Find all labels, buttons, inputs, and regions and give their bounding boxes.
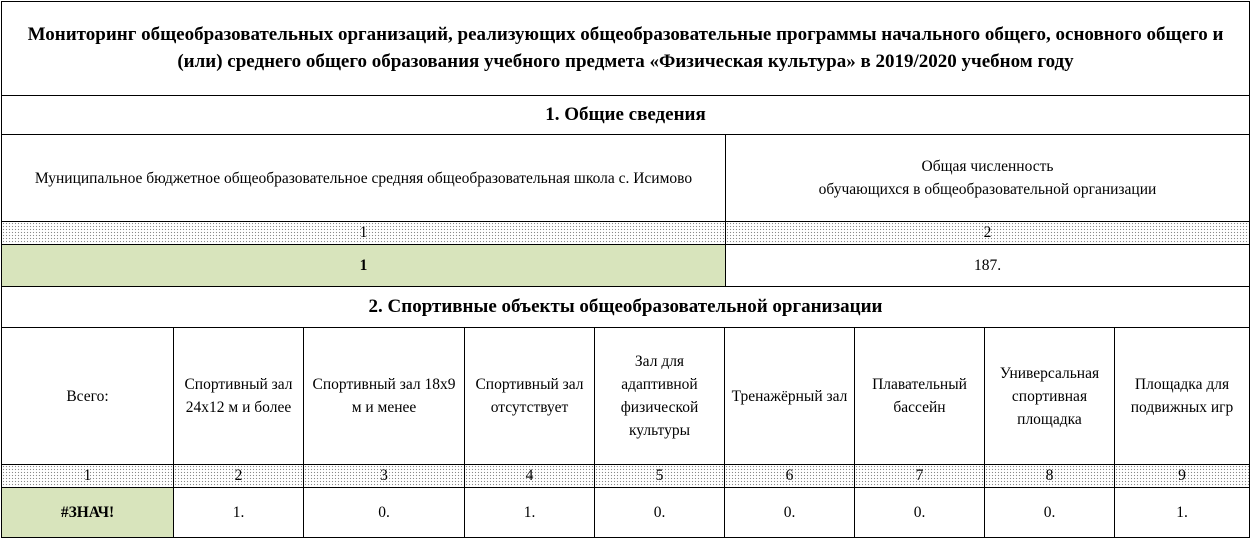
grid-line bbox=[464, 327, 465, 538]
s2-colnum-3 bbox=[304, 465, 464, 487]
grid-line bbox=[1, 464, 1250, 465]
grid-line bbox=[1114, 327, 1115, 538]
s2-header-playground bbox=[1115, 328, 1249, 464]
grid-line bbox=[1, 1, 2, 538]
grid-line bbox=[1, 487, 1250, 488]
s2-header-fitness-room bbox=[725, 328, 854, 464]
colnum-text: 6 bbox=[785, 467, 794, 484]
s2-value-fitness-room[interactable] bbox=[725, 488, 854, 537]
header-text: Зал для адаптивной физической культуры bbox=[620, 353, 699, 439]
s2-header-gym-large bbox=[174, 328, 303, 464]
total-students-line1: Общая численность bbox=[921, 158, 1054, 175]
grid-line bbox=[1249, 1, 1250, 538]
s2-header-universal-ground bbox=[985, 328, 1114, 464]
s2-value-gym-large[interactable] bbox=[174, 488, 303, 537]
section1-school-name bbox=[2, 135, 725, 221]
grid-line bbox=[1, 221, 1250, 222]
value-text: 1. bbox=[232, 503, 245, 521]
s2-header-gym-absent bbox=[465, 328, 594, 464]
s2-colnum-7 bbox=[855, 465, 984, 487]
section2-heading bbox=[2, 287, 1249, 327]
colnum-text: 4 bbox=[525, 467, 534, 484]
s2-value-playground[interactable] bbox=[1115, 488, 1249, 537]
section1-heading bbox=[2, 96, 1249, 134]
s2-colnum-2 bbox=[174, 465, 303, 487]
header-text: Плавательный бассейн bbox=[872, 376, 967, 416]
header-text: Всего: bbox=[66, 387, 109, 405]
section1-value-2[interactable] bbox=[726, 245, 1249, 286]
s2-value-universal-ground[interactable] bbox=[985, 488, 1114, 537]
s2-value-swimming-pool[interactable] bbox=[855, 488, 984, 537]
report-title-text: Мониторинг общеобразовательных организаций, реализующих общеобразовательные программы начального общего, основного общего и (или) среднего общего образования учебного предмета «Физическая культура» в 2019/2020 учебном году bbox=[27, 24, 1224, 72]
value-text: 1 bbox=[359, 256, 368, 274]
grid-line bbox=[984, 327, 985, 538]
s2-colnum-1 bbox=[2, 465, 173, 487]
section2-heading-text: 2. Спортивные объекты общеобразовательной организации bbox=[368, 296, 883, 317]
grid-line bbox=[1, 286, 1250, 287]
grid-line bbox=[1, 537, 1250, 538]
value-text: 0. bbox=[913, 503, 926, 521]
section1-heading-text: 1. Общие сведения bbox=[545, 104, 706, 125]
colnum-text: 8 bbox=[1045, 467, 1054, 484]
grid-line bbox=[1, 327, 1250, 328]
value-text: 1. bbox=[523, 503, 536, 521]
s2-colnum-8 bbox=[985, 465, 1114, 487]
grid-line bbox=[303, 327, 304, 538]
header-text: Площадка для подвижных игр bbox=[1130, 376, 1234, 416]
grid-line bbox=[1, 95, 1250, 96]
s2-header-gym-small bbox=[304, 328, 464, 464]
s2-colnum-6 bbox=[725, 465, 854, 487]
s2-header-total bbox=[2, 328, 173, 464]
header-text: Спортивный зал 18х9 м и менее bbox=[312, 376, 456, 416]
header-text: Спортивный зал отсутствует bbox=[475, 376, 584, 416]
school-name-text: Муниципальное бюджетное общеобразовательное средняя общеобразовательная школа с. Исимово bbox=[34, 169, 693, 187]
s2-header-swimming-pool bbox=[855, 328, 984, 464]
colnum-text: 1 bbox=[359, 224, 368, 241]
s2-value-total[interactable] bbox=[2, 488, 173, 537]
section1-colnum-1 bbox=[2, 222, 725, 244]
s2-value-adaptive-hall[interactable] bbox=[595, 488, 724, 537]
colnum-text: 5 bbox=[655, 467, 664, 484]
value-text: 1. bbox=[1176, 503, 1188, 521]
header-text: Спортивный зал 24х12 м и более bbox=[184, 376, 293, 416]
colnum-text: 1 bbox=[83, 467, 92, 484]
grid-line bbox=[1, 134, 1250, 135]
s2-value-gym-absent[interactable] bbox=[465, 488, 594, 537]
grid-line bbox=[725, 134, 726, 287]
total-students-line2: обучающихся в общеобразовательной организации bbox=[818, 181, 1157, 198]
colnum-text: 2 bbox=[983, 224, 992, 241]
grid-line bbox=[1, 244, 1250, 245]
s2-header-adaptive-hall bbox=[595, 328, 724, 464]
s2-colnum-9 bbox=[1115, 465, 1249, 487]
value-text: 0. bbox=[1043, 503, 1056, 521]
value-text: 0. bbox=[378, 503, 390, 521]
colnum-text: 3 bbox=[380, 467, 388, 484]
section1-value-1[interactable] bbox=[2, 245, 725, 286]
s2-colnum-4 bbox=[465, 465, 594, 487]
section1-total-students-header bbox=[726, 135, 1249, 221]
grid-line bbox=[854, 327, 855, 538]
grid-line bbox=[1, 1, 1250, 2]
colnum-text: 2 bbox=[234, 467, 243, 484]
grid-line bbox=[173, 327, 174, 538]
colnum-text: 9 bbox=[1178, 467, 1186, 484]
s2-colnum-5 bbox=[595, 465, 724, 487]
grid-line bbox=[724, 327, 725, 538]
value-text: 0. bbox=[783, 503, 796, 521]
value-text: 187. bbox=[973, 256, 1002, 274]
header-text: Тренажёрный зал bbox=[731, 387, 848, 405]
header-text: Универсальная спортивная площадка bbox=[999, 364, 1100, 428]
grid-line bbox=[594, 327, 595, 538]
colnum-text: 7 bbox=[915, 467, 924, 484]
value-text: #ЗНАЧ! bbox=[60, 503, 115, 521]
section1-colnum-2 bbox=[726, 222, 1249, 244]
value-text: 0. bbox=[653, 503, 666, 521]
report-title bbox=[2, 2, 1249, 94]
s2-value-gym-small[interactable] bbox=[304, 488, 464, 537]
